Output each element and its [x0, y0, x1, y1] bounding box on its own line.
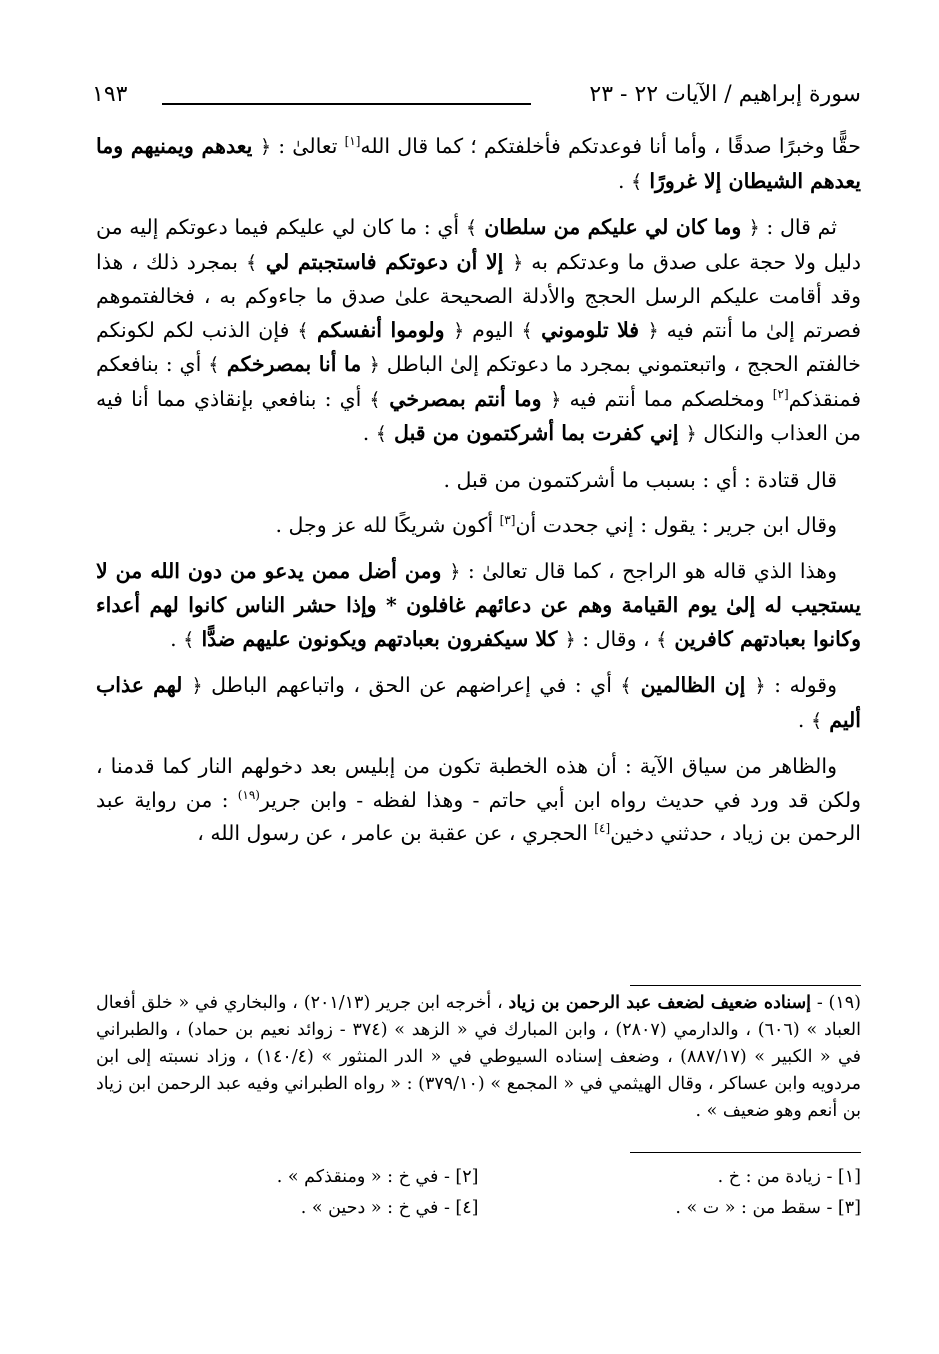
text-run: تعالىٰ : [271, 134, 345, 158]
text-run: ، وقال : [575, 626, 657, 651]
paragraph [96, 130, 861, 199]
quran-quote: إن الظالمين [631, 673, 755, 697]
text-run: اليوم [464, 317, 522, 342]
quran-bracket: ﴿ [512, 251, 524, 274]
notes-row [96, 1193, 861, 1224]
quran-quote: إني كفرت بما أشركتمون من قبل [386, 421, 686, 445]
apparatus-notes [96, 1162, 861, 1224]
text-run: ثم قال : [759, 215, 837, 239]
text-run: . [797, 707, 811, 732]
note: [٣] - سقط من : « ت » . [675, 1198, 861, 1218]
quran-bracket: ﴿ [449, 560, 461, 583]
quran-bracket: ﴿ [453, 319, 465, 342]
text-run: أي : ما كان لي عليكم فيما دعوتكم إليه من دليل ولا حجة على صدق ما وعدتكم به [96, 215, 861, 274]
text-run: أكون شريكًا لله عز وجل . [275, 513, 500, 537]
page-number: ١٩٣ [92, 82, 128, 107]
paragraph [96, 464, 861, 498]
quran-bracket: ﴿ [685, 423, 697, 445]
quran-bracket: ﴾ [521, 319, 533, 342]
note: [٢] - في خ : « ومنقذكم » . [276, 1167, 479, 1187]
quran-bracket: ﴿ [368, 354, 380, 376]
text-run: قال قتادة : أي : بسبب ما أشركتمون من قبل . [443, 467, 837, 492]
quran-quote: وما أنتم بمصرخي [380, 386, 551, 411]
text-run: . [170, 626, 184, 651]
footnote-19 [96, 990, 861, 1125]
footnote-lead: إسناده ضعيف لضعف عبد الرحمن بن زياد [508, 993, 812, 1013]
text-run: أي : بنافعي بإنقاذي مما أنا فيه من العذاب والنكال [96, 386, 861, 445]
quran-bracket: ﴿ [748, 217, 760, 239]
text-run: بمجرد ذلك ، هذا وقد أقامت عليكم الرسل الحجج والأدلة الصحيحة علىٰ صدق ما جاءوكم به ، فخالفتموهم فصرتم إلىٰ ما أنتم فيه [96, 249, 862, 342]
quran-bracket: ﴾ [375, 423, 387, 445]
note-reference: [٣] [499, 513, 516, 528]
text-run: : من رواية عبد الرحمن بن زياد ، حدثني دخين [96, 787, 861, 845]
main-text [96, 130, 861, 863]
quran-bracket: ﴿ [647, 319, 659, 342]
quran-bracket: ﴾ [465, 217, 477, 239]
quran-bracket: ﴿ [260, 136, 272, 158]
quran-quote: ما أنا بمصرخكم [219, 352, 369, 376]
note-reference: [١] [344, 134, 361, 149]
page-header [92, 78, 861, 118]
text-run: والظاهر من سياق الآية : أن هذه الخطبة تكون من إبليس بعد دخولهم النار كما قدمنا ، ولكن قد ورد في حديث رواه ابن أبي حاتم - وهذا لفظه - وابن جرير [96, 754, 861, 812]
quran-bracket: ﴾ [656, 628, 668, 651]
note: [٤] - في خ : « دحين » . [300, 1198, 479, 1218]
text-run: فإن الذنب لكم لكونكم خالفتم الحجج ، واتبعتموني بمجرد ما دعوتكم إلىٰ الباطل [96, 317, 861, 376]
text-run: ومخلصكم مما أنتم فيه [561, 386, 773, 411]
quran-bracket: ﴾ [810, 709, 823, 732]
text-run: الحجري ، عن عقبة بن عامر ، عن رسول الله ، [197, 821, 595, 845]
quran-bracket: ﴿ [564, 628, 576, 651]
text-run: وقوله : [765, 673, 837, 697]
notes-row [96, 1162, 861, 1193]
note-reference: [٤] [594, 821, 611, 836]
notes-rule [630, 1152, 861, 1153]
header-rule [162, 103, 531, 105]
quran-bracket: ﴾ [631, 170, 643, 193]
quran-bracket: ﴾ [246, 251, 258, 274]
text-run: . [618, 168, 632, 193]
quran-bracket: ﴾ [297, 319, 309, 342]
quran-quote: لهم عذاب أليم [96, 673, 861, 732]
quran-quote: فلا تلوموني [532, 317, 648, 342]
text-run: أي : بنافعكم فمنقذكم [96, 352, 861, 411]
footnote-text: ، أخرجه ابن جرير (٢٠١/١٣) ، والبخاري في « خلق أفعال العباد » (٦٠٦) ، والدارمي (٢٨٠٧) ، وابن المبارك في « الزهد » (٣٧٤ - زوائد نعيم بن حماد) ، والطبراني في « الكبير » (٨٨٧/١٧) ، وضعف إسناده السيوطي في « الدر المنثور » (١٤٠/٤) ، وزاد نسبته إلى ابن مردويه وابن عساكر ، وقال الهيثمي في « المجمع » (٣٧٩/١٠) : « رواه الطبراني وفيه عبد الرحمن ابن زياد بن أنعم وهو ضعيف » . [96, 993, 861, 1121]
quran-quote: إلا أن دعوتكم فاستجبتم لي [257, 249, 513, 274]
note-reference: [٢] [772, 386, 789, 401]
quran-bracket: ﴿ [191, 675, 203, 697]
footnote-rule [630, 985, 861, 986]
text-run: أي : في إعراضهم عن الحق ، واتباعهم الباطل [202, 673, 621, 697]
text-run: حقًّا وخبرًا صدقًا ، وأما أنا فوعدتكم فأخلفتكم ؛ كما قال الله [360, 134, 861, 158]
text-run: . [362, 421, 376, 445]
paragraph [96, 750, 861, 851]
paragraph [96, 669, 861, 738]
quran-bracket: ﴾ [369, 388, 381, 411]
quran-bracket: ﴿ [550, 388, 562, 411]
quran-bracket: ﴾ [620, 675, 632, 697]
quran-quote: ولوموا أنفسكم [308, 317, 454, 342]
quran-quote: وما كان لي عليكم من سلطان [476, 215, 749, 239]
paragraph [96, 509, 861, 543]
footnote-marker: (١٩) - [811, 993, 861, 1013]
note: [١] - زيادة من : خ . [717, 1167, 861, 1187]
quran-quote: كلا سيكفرون بعبادتهم ويكونون عليهم ضدًّا [194, 626, 565, 651]
note-reference: (١٩) [237, 787, 260, 802]
surah-title: سورة إبراهيم / الآيات ٢٢ - ٢٣ [589, 82, 861, 107]
paragraph [96, 211, 861, 452]
quran-bracket: ﴾ [183, 628, 195, 651]
quran-bracket: ﴾ [208, 354, 220, 376]
quran-quote: ومن أضل ممن يدعو من دون الله من لا يستجيب له إلىٰ يوم القيامة وهم عن دعائهم غافلون * وإذا حشر الناس كانوا لهم أعداء وكانوا بعبادتهم كافرين [96, 558, 861, 651]
quran-bracket: ﴿ [754, 675, 766, 697]
quran-quote: يعدهم ويمنيهم وما يعدهم الشيطان إلا غرورًا [96, 134, 861, 193]
text-run: وقال ابن جرير : يقول : إني جحدت أن [515, 513, 837, 537]
paragraph [96, 555, 861, 658]
text-run: وهذا الذي قاله هو الراجح ، كما قال تعالىٰ : [460, 558, 837, 583]
